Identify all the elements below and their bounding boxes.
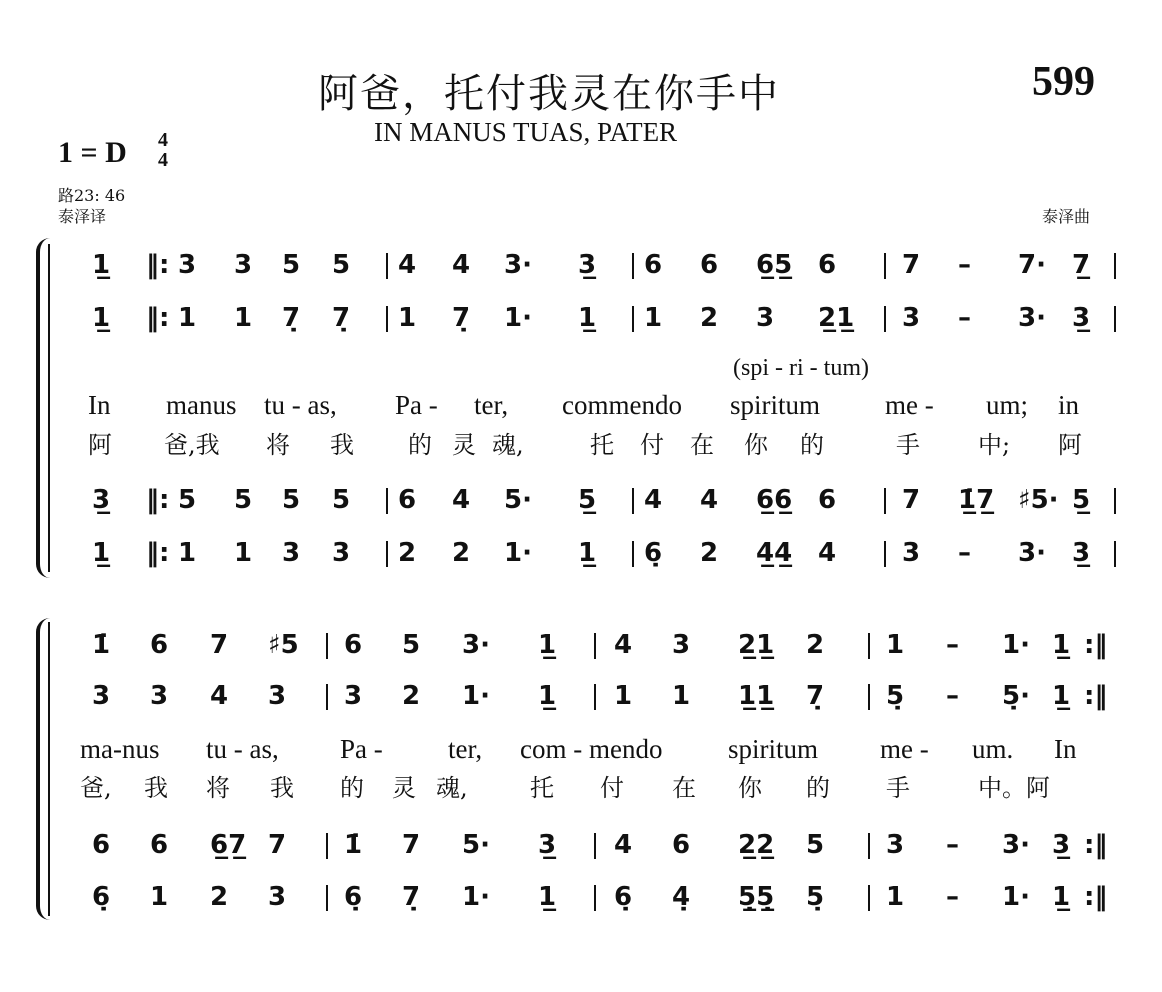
note: 3̲ xyxy=(538,830,557,860)
lyric-word: 托 xyxy=(530,774,554,802)
lyric-word: um. xyxy=(972,734,1014,764)
note: 2 xyxy=(700,303,719,333)
note: 3 xyxy=(756,303,775,333)
system2-part-4 xyxy=(0,877,1162,917)
note: 3 xyxy=(234,250,253,280)
note: 1 xyxy=(234,303,253,333)
lyric-word: ter, xyxy=(448,734,483,764)
lyric-word: 在 xyxy=(690,431,714,459)
note: 1̲ xyxy=(92,303,111,333)
note: 3 xyxy=(282,538,301,568)
note: 1 xyxy=(178,538,197,568)
note: 1̲ xyxy=(578,303,597,333)
lyric-word: spiritum xyxy=(728,734,819,764)
note: 1̲ xyxy=(1052,630,1071,660)
barline xyxy=(868,684,870,710)
note: 2 xyxy=(806,630,825,660)
system2-part-3 xyxy=(0,825,1162,865)
note: 4 xyxy=(452,250,471,280)
lyric-word: 的 xyxy=(408,431,432,459)
note: 3· xyxy=(462,630,490,660)
note: 2̲2̲ xyxy=(738,830,775,860)
note: 5 xyxy=(402,630,421,660)
lyric-word: in xyxy=(1058,390,1080,420)
note: 3· xyxy=(504,250,532,280)
note: 1 xyxy=(886,630,905,660)
note: 6 xyxy=(818,485,837,515)
repeat-sign: ‖: xyxy=(146,250,170,280)
repeat-sign: ‖: xyxy=(146,485,170,515)
lyric-word: 手 xyxy=(896,431,920,459)
note: 3 xyxy=(268,681,287,711)
note: – xyxy=(958,250,971,280)
barline xyxy=(884,488,886,514)
note: 1· xyxy=(504,538,532,568)
system1-part-2 xyxy=(0,298,1162,338)
note: 5̲ xyxy=(1072,485,1091,515)
note: 4 xyxy=(700,485,719,515)
note: 1̲ xyxy=(538,681,557,711)
note: 3 xyxy=(902,303,921,333)
barline xyxy=(884,253,886,279)
lyric-word: 的 xyxy=(340,774,364,802)
note: – xyxy=(946,630,959,660)
note: 1̇ xyxy=(92,630,111,660)
note: 3 xyxy=(886,830,905,860)
barline xyxy=(868,885,870,911)
barline xyxy=(1114,541,1116,567)
system1-part-3 xyxy=(0,480,1162,520)
lyric-word: 灵 xyxy=(392,774,416,802)
note: 7 xyxy=(402,830,421,860)
system2-line xyxy=(48,622,50,916)
barline xyxy=(1114,306,1116,332)
lyric-word: me - xyxy=(885,390,934,420)
note: 4 xyxy=(210,681,229,711)
note: 5̣ xyxy=(886,681,905,711)
lyric-word: me - xyxy=(880,734,929,764)
lyric-word: 爸,我 xyxy=(164,431,220,459)
lyric-word: spiritum xyxy=(730,390,821,420)
lyric-word: 托 xyxy=(590,431,614,459)
note: 2 xyxy=(402,681,421,711)
repeat-sign: :‖ xyxy=(1084,630,1108,660)
note: 5̲ xyxy=(578,485,597,515)
lyric-word: 阿 xyxy=(88,431,112,459)
lyric-word: 将 xyxy=(206,774,230,802)
note: 7 xyxy=(210,630,229,660)
barline xyxy=(594,833,596,859)
note: 1· xyxy=(1002,882,1030,912)
note: 1 xyxy=(234,538,253,568)
composer: 泰泽曲 xyxy=(1042,207,1091,226)
note: 1̲ xyxy=(92,250,111,280)
lyric-word: 的 xyxy=(806,774,830,802)
note: 2̲1̲ xyxy=(738,630,775,660)
note: 1 xyxy=(886,882,905,912)
barline xyxy=(326,633,328,659)
barline xyxy=(326,833,328,859)
note: 4 xyxy=(644,485,663,515)
lyric-word: 爸, xyxy=(80,774,112,802)
note: 7̲ xyxy=(1072,250,1091,280)
note: 6̲7̲ xyxy=(210,830,247,860)
note: 5 xyxy=(234,485,253,515)
note: 2̲1̲ xyxy=(818,303,855,333)
lyric-word: Pa - xyxy=(395,390,438,420)
note: 7 xyxy=(268,830,287,860)
note: 3̲ xyxy=(92,485,111,515)
lyric-word: 我 xyxy=(144,774,168,802)
system2-part-1 xyxy=(0,625,1162,665)
lyric-word: 魂, xyxy=(492,431,524,459)
lyric-word: In xyxy=(1054,734,1077,764)
note: 1̲ xyxy=(1052,882,1071,912)
lyric-word: 将 xyxy=(266,431,290,459)
note: 6 xyxy=(672,830,691,860)
note: 3̲ xyxy=(578,250,597,280)
lyric-word: tu - as, xyxy=(206,734,279,764)
repeat-sign: :‖ xyxy=(1084,882,1108,912)
note: 3 xyxy=(344,681,363,711)
lyric-word: 的 xyxy=(800,431,824,459)
note: 1̇ xyxy=(344,830,363,860)
system2-part-2 xyxy=(0,676,1162,716)
note: 7̣ xyxy=(332,303,351,333)
barline xyxy=(386,306,388,332)
lyric-word: um; xyxy=(986,390,1029,420)
lyric-word: 中。阿 xyxy=(978,774,1050,802)
note: 5 xyxy=(282,485,301,515)
note: 1̲1̲ xyxy=(738,681,775,711)
note: 3 xyxy=(268,882,287,912)
lyric-word: com - mendo xyxy=(520,734,663,764)
note: 1 xyxy=(672,681,691,711)
note: 1 xyxy=(398,303,417,333)
note: 1· xyxy=(504,303,532,333)
note: 4 xyxy=(398,250,417,280)
note: 3· xyxy=(1018,538,1046,568)
note: 5 xyxy=(282,250,301,280)
lyric-word: commendo xyxy=(562,390,682,420)
lyric-word: 你 xyxy=(744,431,768,459)
title-en: IN MANUS TUAS, PATER xyxy=(374,117,678,147)
note: 3 xyxy=(902,538,921,568)
note: 5 xyxy=(178,485,197,515)
note: 5 xyxy=(332,250,351,280)
barline xyxy=(884,306,886,332)
note: 6 xyxy=(644,250,663,280)
note: 1 xyxy=(644,303,663,333)
lyric-word: 你 xyxy=(738,774,762,802)
note: – xyxy=(946,830,959,860)
time-signature xyxy=(158,130,168,170)
barline xyxy=(632,488,634,514)
title-cn: 阿爸，托付我灵在你手中 xyxy=(318,71,780,117)
note: 4 xyxy=(614,830,633,860)
note: 7 xyxy=(902,250,921,280)
lyric-word: manus xyxy=(166,390,237,420)
scripture-ref: 路23: 46 xyxy=(58,186,126,205)
note: 2 xyxy=(452,538,471,568)
note: 1 xyxy=(614,681,633,711)
lyric-word: 阿 xyxy=(1058,431,1082,459)
note: 1̲ xyxy=(538,882,557,912)
barline xyxy=(386,253,388,279)
time-bottom: 4 xyxy=(158,149,168,171)
note: 1̲ xyxy=(1052,681,1071,711)
note: 4̲4̲ xyxy=(756,538,793,568)
lyric-word: 中; xyxy=(978,431,1011,459)
note: 3̲ xyxy=(1052,830,1071,860)
note: 6 xyxy=(150,830,169,860)
barline xyxy=(326,684,328,710)
note: 3· xyxy=(1002,830,1030,860)
note: 5̣ xyxy=(806,882,825,912)
note: 3 xyxy=(92,681,111,711)
note: 7̣ xyxy=(806,681,825,711)
note: 1· xyxy=(1002,630,1030,660)
note: 2 xyxy=(210,882,229,912)
key-signature: 1 = D xyxy=(58,136,127,169)
note: – xyxy=(946,882,959,912)
barline xyxy=(632,541,634,567)
note: 5̣· xyxy=(1002,681,1030,711)
note: ♯5 xyxy=(268,630,299,660)
system1-part-4 xyxy=(0,533,1162,573)
lyric-word: 灵 xyxy=(452,431,476,459)
lyric-word: 在 xyxy=(672,774,696,802)
note: 7 xyxy=(902,485,921,515)
note: 6̲5̲ xyxy=(756,250,793,280)
barline xyxy=(386,488,388,514)
note: 3 xyxy=(178,250,197,280)
note: 3· xyxy=(1018,303,1046,333)
lyric-word: 魂, xyxy=(436,774,468,802)
repeat-sign: :‖ xyxy=(1084,681,1108,711)
note: 6̣ xyxy=(644,538,663,568)
note: 5· xyxy=(462,830,490,860)
lyric-word: tu - as, xyxy=(264,390,337,420)
barline xyxy=(386,541,388,567)
hymn-number: 599 xyxy=(1032,59,1095,105)
note: 3 xyxy=(332,538,351,568)
note: 6 xyxy=(700,250,719,280)
note: 6 xyxy=(818,250,837,280)
note: 6 xyxy=(398,485,417,515)
note: 5̣̲5̣̲ xyxy=(738,882,775,912)
note: 6 xyxy=(92,830,111,860)
note: 2 xyxy=(700,538,719,568)
barline xyxy=(1114,488,1116,514)
translator: 泰泽译 xyxy=(58,207,107,226)
note: 3 xyxy=(672,630,691,660)
system1-part-1 xyxy=(0,245,1162,285)
barline xyxy=(326,885,328,911)
note: 7· xyxy=(1018,250,1046,280)
lyric-word: 我 xyxy=(330,431,354,459)
note: 5· xyxy=(504,485,532,515)
note: 1· xyxy=(462,681,490,711)
barline xyxy=(1114,253,1116,279)
note: 1 xyxy=(178,303,197,333)
lyric-word: ter, xyxy=(474,390,509,420)
note: – xyxy=(946,681,959,711)
lyric-aside: (spi - ri - tum) xyxy=(733,355,869,381)
lyric-word: ma-nus xyxy=(80,734,160,764)
note: 6̲6̲ xyxy=(756,485,793,515)
note: – xyxy=(958,538,971,568)
note: 3̲ xyxy=(1072,303,1091,333)
repeat-sign: ‖: xyxy=(146,538,170,568)
barline xyxy=(884,541,886,567)
note: 5 xyxy=(806,830,825,860)
note: 6̣ xyxy=(92,882,111,912)
barline xyxy=(632,306,634,332)
lyric-word: 手 xyxy=(886,774,910,802)
note: ♯5· xyxy=(1018,485,1059,515)
barline xyxy=(632,253,634,279)
note: 3 xyxy=(150,681,169,711)
note: 1 xyxy=(150,882,169,912)
note: 6̣ xyxy=(614,882,633,912)
lyric-word: Pa - xyxy=(340,734,383,764)
note: 6 xyxy=(150,630,169,660)
note: 4̣ xyxy=(672,882,691,912)
barline xyxy=(868,633,870,659)
repeat-sign: ‖: xyxy=(146,303,170,333)
note: 4 xyxy=(614,630,633,660)
lyric-word: 付 xyxy=(600,774,624,802)
barline xyxy=(594,684,596,710)
note: 6 xyxy=(344,630,363,660)
note: 3̲ xyxy=(1072,538,1091,568)
note: 7̣ xyxy=(402,882,421,912)
barline xyxy=(594,633,596,659)
note: 1̲̇7̲ xyxy=(958,485,995,515)
note: 1̲ xyxy=(578,538,597,568)
note: 2 xyxy=(398,538,417,568)
repeat-sign: :‖ xyxy=(1084,830,1108,860)
time-top: 4 xyxy=(158,129,168,151)
note: 7̣ xyxy=(452,303,471,333)
note: 7̣ xyxy=(282,303,301,333)
system1-line xyxy=(48,244,50,572)
note: 5 xyxy=(332,485,351,515)
note: 4 xyxy=(818,538,837,568)
note: 1̲ xyxy=(92,538,111,568)
barline xyxy=(594,885,596,911)
note: – xyxy=(958,303,971,333)
note: 1· xyxy=(462,882,490,912)
note: 4 xyxy=(452,485,471,515)
note: 1̲ xyxy=(538,630,557,660)
lyric-word: 我 xyxy=(270,774,294,802)
lyric-word: In xyxy=(88,390,111,420)
note: 6̣ xyxy=(344,882,363,912)
barline xyxy=(868,833,870,859)
lyric-word: 付 xyxy=(640,431,664,459)
